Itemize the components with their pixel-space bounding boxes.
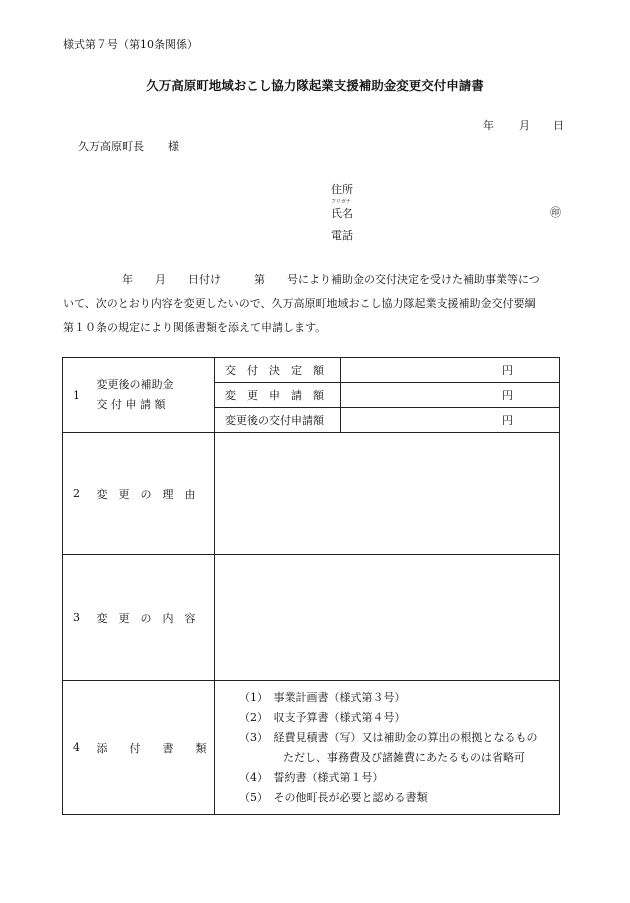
list-item: ただし、事務費及び諸雑費にあたるものは省略可 bbox=[239, 750, 525, 764]
body-text-line-1: 年 月 日付け 第 号により補助金の交付決定を受けた補助事業等につ bbox=[122, 273, 540, 286]
list-item: （1） 事業計画書（様式第３号） bbox=[239, 690, 406, 704]
table-row bbox=[63, 358, 560, 383]
yen-unit: 円 bbox=[502, 389, 513, 402]
change-amount-label: 変 更 申 請 額 bbox=[215, 383, 341, 408]
row-heading-line: 交 付 申 請 額 bbox=[96, 398, 166, 411]
row-heading bbox=[97, 358, 215, 433]
addressee-name: 久万高原町長 bbox=[78, 140, 144, 153]
body-text-line-2: いて、次のとおり内容を変更したいので、久万高原町地域おこし協力隊起業支援補助金交付要綱 bbox=[63, 297, 536, 310]
furigana-label: フリガナ bbox=[331, 199, 351, 205]
change-reason-field[interactable] bbox=[215, 433, 560, 555]
table-row bbox=[63, 681, 560, 815]
date-year-label: 年 bbox=[483, 119, 494, 132]
phone-label: 電話 bbox=[331, 229, 353, 242]
row-heading: 変 更 の 理 由 bbox=[97, 433, 215, 555]
approved-amount-label: 交 付 決 定 額 bbox=[215, 358, 341, 383]
document-title: 久万高原町地域おこし協力隊起業支援補助金変更交付申請書 bbox=[146, 78, 484, 93]
new-amount-field[interactable] bbox=[341, 408, 560, 433]
row-number: 4 bbox=[63, 681, 97, 815]
row-number: 1 bbox=[63, 358, 97, 433]
row-heading: 変 更 の 内 容 bbox=[97, 555, 215, 681]
addressee-honorific: 様 bbox=[168, 140, 179, 153]
approved-amount-field[interactable] bbox=[341, 358, 560, 383]
table-row bbox=[63, 433, 560, 555]
application-table bbox=[62, 357, 560, 815]
attachment-list bbox=[215, 681, 560, 815]
list-item: （3） 経費見積書（写）又は補助金の算出の根拠となるもの bbox=[239, 730, 538, 744]
row-number: 3 bbox=[63, 555, 97, 681]
yen-unit: 円 bbox=[502, 364, 513, 377]
date-month-label: 月 bbox=[519, 119, 530, 132]
form-number: 様式第７号（第10条関係） bbox=[63, 38, 198, 51]
seal-mark: ㊞ bbox=[550, 206, 561, 219]
body-text-line-3: 第１０条の規定により関係書類を添えて申請します。 bbox=[63, 321, 327, 334]
address-label: 住所 bbox=[331, 183, 353, 196]
date-day-label: 日 bbox=[553, 119, 564, 132]
name-label: 氏名 bbox=[331, 207, 353, 220]
list-item: （2） 収支予算書（様式第４号） bbox=[239, 710, 406, 724]
row-heading-line: 変更後の補助金 bbox=[96, 378, 174, 391]
new-amount-label: 変更後の交付申請額 bbox=[215, 408, 341, 433]
change-content-field[interactable] bbox=[215, 555, 560, 681]
change-amount-field[interactable] bbox=[341, 383, 560, 408]
list-item: （5） その他町長が必要と認める書類 bbox=[239, 790, 428, 804]
row-number: 2 bbox=[63, 433, 97, 555]
yen-unit: 円 bbox=[502, 414, 513, 427]
list-item: （4） 誓約書（様式第１号） bbox=[239, 770, 384, 784]
row-heading: 添 付 書 類 bbox=[97, 681, 215, 815]
table-row bbox=[63, 555, 560, 681]
